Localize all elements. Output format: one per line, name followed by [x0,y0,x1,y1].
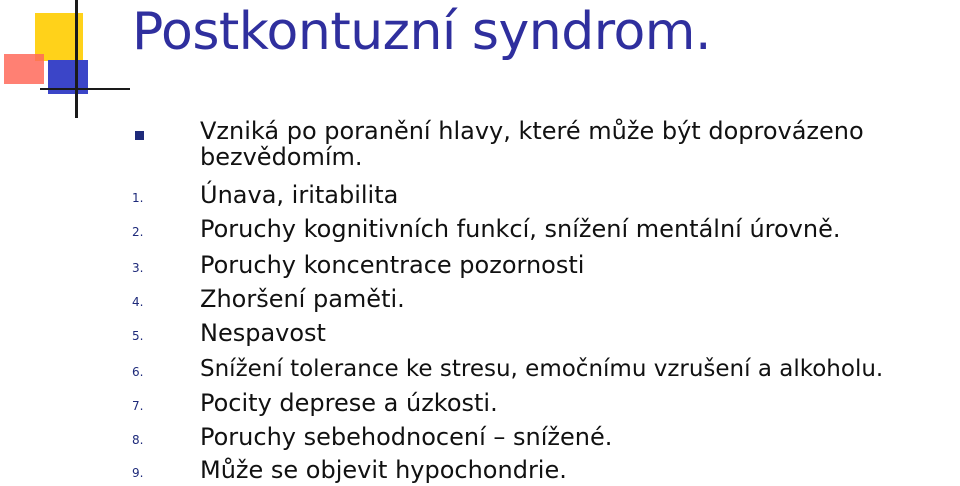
intro-text: Vzniká po poranění hlavy, které může být doprovázeno bezvědomím. [200,117,864,171]
item-number: 6. [132,365,144,379]
horizontal-line [40,88,130,90]
item-text: Snížení tolerance ke stresu, emočnímu vzrušení a alkoholu. [200,356,884,382]
item-number: 2. [132,225,144,239]
item-text: Únava, iritabilita [200,181,399,209]
item-text: Pocity deprese a úzkosti. [200,389,498,417]
vertical-line [75,0,78,118]
item-text: Může se objevit hypochondrie. [200,456,567,484]
item-number: 3. [132,261,144,275]
item-number: 1. [132,191,144,205]
item-number: 4. [132,295,144,309]
item-text: Poruchy koncentrace pozornosti [200,251,585,279]
red-square [4,54,44,84]
slide-title: Postkontuzní syndrom. [132,2,711,62]
item-text: Zhoršení paměti. [200,285,405,313]
corner-decoration [0,0,130,120]
square-bullet-icon [135,131,144,140]
item-text: Poruchy sebehodnocení – snížené. [200,423,613,451]
item-number: 9. [132,466,144,480]
item-text: Poruchy kognitivních funkcí, snížení mentální úrovně. [200,215,841,243]
item-number: 5. [132,329,144,343]
item-text: Nespavost [200,319,326,347]
item-number: 8. [132,433,144,447]
item-number: 7. [132,399,144,413]
